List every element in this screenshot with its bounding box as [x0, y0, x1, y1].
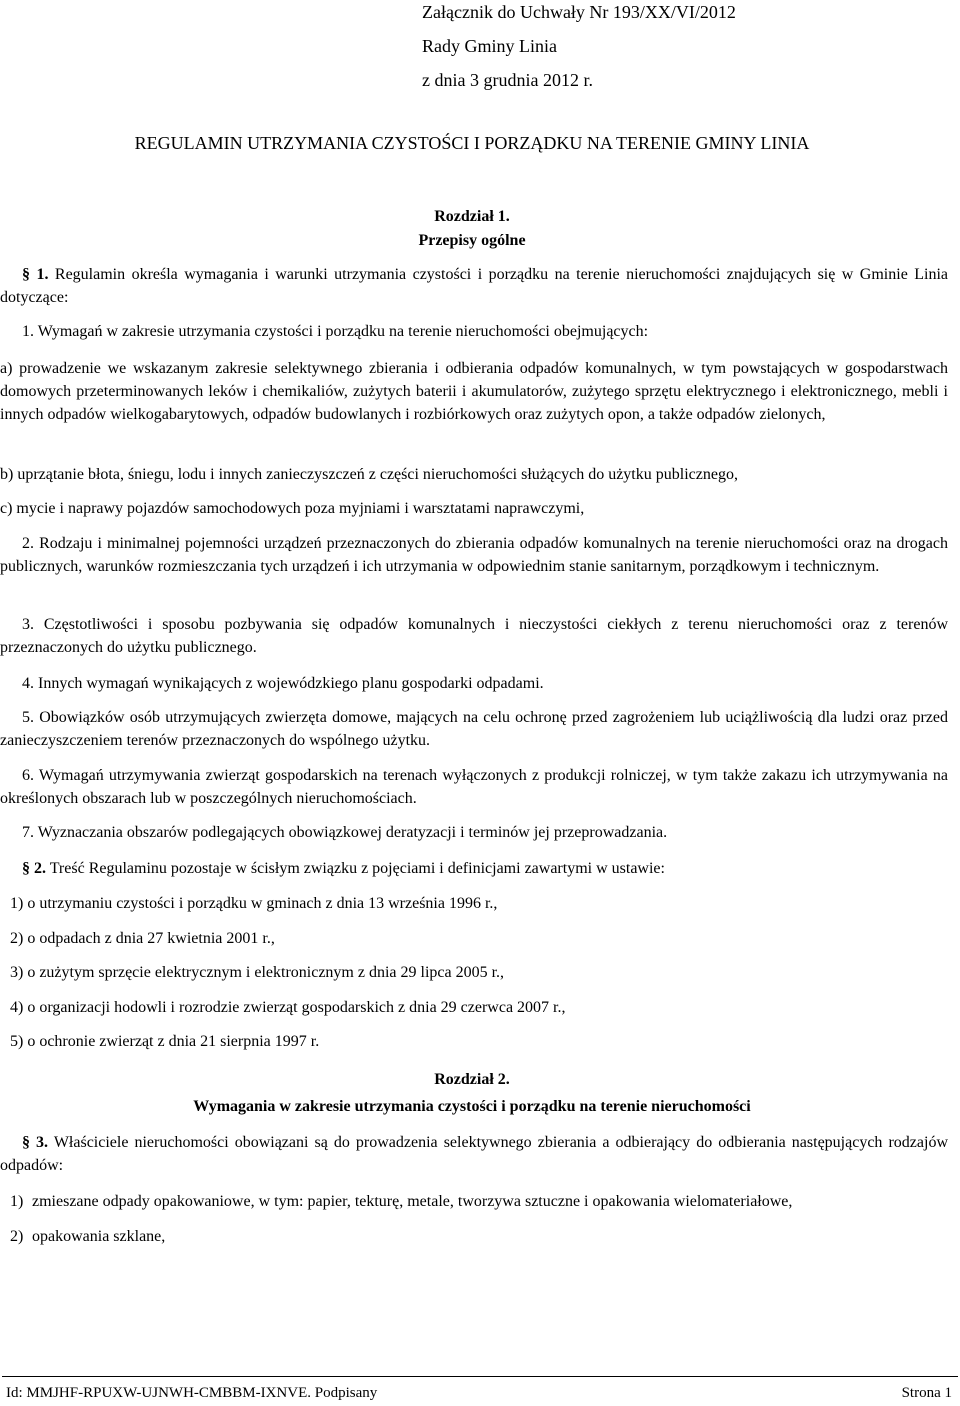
document-title: REGULAMIN UTRZYMANIA CZYSTOŚCI I PORZĄDKU NA TERENIE GMINY LINIA: [134, 133, 810, 153]
paragraph-1-point-6: 6. Wymagań utrzymywania zwierząt gospodarskich na terenach wyłączonych z produkcji rolniczej, w tym także zakazu ich utrzymywania na określonych obszarach lub w poszczególnych nieruchomościach.: [0, 767, 948, 807]
header-line-1: Załącznik do Uchwały Nr 193/XX/VI/2012: [422, 2, 736, 22]
paragraph-2-item-1: 1) o utrzymaniu czystości i porządku w gminach z dnia 13 września 1996 r.,: [10, 895, 498, 912]
chapter-2-label: Rozdział 2.: [434, 1071, 510, 1088]
paragraph-1-number: § 1.: [22, 266, 49, 283]
list-item: [0, 1190, 948, 1213]
document-id: Id: MMJHF-RPUXW-UJNWH-CMBBM-IXNVE. Podpisany: [6, 1385, 378, 1401]
header-line-3: z dnia 3 grudnia 2012 r.: [422, 70, 593, 90]
paragraph-2-item-5: 5) o ochronie zwierząt z dnia 21 sierpnia 1997 r.: [10, 1033, 320, 1050]
paragraph-2-number: § 2.: [22, 860, 46, 877]
paragraph-3-text: Właściciele nieruchomości obowiązani są do prowadzenia selektywnego zbierania a odbierający do odbierania następujących rodzajów odpadów:: [0, 1134, 949, 1174]
paragraph-3-number: § 3.: [22, 1134, 49, 1151]
paragraph-2-item-4: 4) o organizacji hodowli i rozrodzie zwierząt gospodarskich z dnia 29 czerwca 2007 r.,: [10, 999, 566, 1016]
paragraph-1-point-1c: c) mycie i naprawy pojazdów samochodowych poza myjniami i warsztatami naprawczymi,: [0, 500, 585, 517]
paragraph-1-intro: [0, 263, 948, 309]
paragraph-2-text: Treść Regulaminu pozostaje w ścisłym związku z pojęciami i definicjami zawartymi w ustawie:: [49, 860, 665, 877]
paragraph-1-point-1a: a) prowadzenie we wskazanym zakresie selektywnego zbierania i odbierania odpadów komunalnych, w tym powstających w gospodarstwach domowych przeterminowanych leków i chemikaliów, zużytych baterii i akumulatorów, zużytego sprzętu elektrycznego i elektronicznego, mebli i innych odpadów wielkogabarytowych, odpadów budowlanych i rozbiórkowych oraz zużytych opon, a także odpadów zielonych,: [0, 360, 948, 423]
chapter-2-name: Wymagania w zakresie utrzymania czystości i porządku na terenie nieruchomości: [193, 1098, 751, 1115]
paragraph-1-point-5: 5. Obowiązków osób utrzymujących zwierzęta domowe, mających na celu ochronę przed zagrożeniem lub uciążliwością dla ludzi oraz przed zanieczyszczeniem terenów przeznaczonych do wspólnego użytku.: [0, 709, 948, 749]
paragraph-2-item-3: 3) o zużytym sprzęcie elektrycznym i elektronicznym z dnia 29 lipca 2005 r.,: [10, 964, 505, 981]
paragraph-1-point-4: 4. Innych wymagań wynikających z wojewódzkiego planu gospodarki odpadami.: [22, 675, 544, 692]
page-number: Strona 1: [901, 1385, 952, 1401]
list-item: [0, 1225, 948, 1248]
paragraph-3-intro: [0, 1131, 948, 1177]
list-item-text: opakowania szklane,: [32, 1228, 166, 1245]
paragraph-1-point-2: 2. Rodzaju i minimalnej pojemności urządzeń przeznaczonych do zbierania odpadów komunalnych na terenie nieruchomości oraz na drogach publicznych, warunków rozmieszczania tych urządzeń i ich utrzymania w odpowiednim stanie sanitarnym, porządkowym i technicznym.: [0, 535, 948, 575]
header-line-2: Rady Gminy Linia: [422, 36, 557, 56]
paragraph-1-point-1b: b) uprzątanie błota, śniegu, lodu i innych zanieczyszczeń z części nieruchomości służących do użytku publicznego,: [0, 466, 738, 483]
paragraph-3-list: [0, 1190, 948, 1248]
list-item-number: 2): [10, 1228, 24, 1245]
list-item-text: zmieszane odpady opakowaniowe, w tym: papier, tekturę, metale, tworzywa sztuczne i opakowania wielomateriałowe,: [32, 1193, 793, 1210]
chapter-1-label: Rozdział 1.: [434, 208, 510, 225]
chapter-1-name: Przepisy ogólne: [418, 232, 526, 249]
paragraph-1-point-3: 3. Częstotliwości i sposobu pozbywania się odpadów komunalnych i nieczystości ciekłych z terenu nieruchomości oraz z terenów przeznaczonych do użytku publicznego.: [0, 616, 948, 656]
paragraph-2-intro: [0, 857, 948, 880]
footer-divider: [2, 1376, 958, 1377]
paragraph-1-text: Regulamin określa wymagania i warunki utrzymania czystości i porządku na terenie nieruchomości znajdujących się w Gminie Linia dotyczące:: [0, 266, 949, 306]
paragraph-1-point-1: 1. Wymagań w zakresie utrzymania czystości i porządku na terenie nieruchomości obejmujących:: [22, 323, 649, 340]
paragraph-1-point-7: 7. Wyznaczania obszarów podlegających obowiązkowej deratyzacji i terminów jej przeprowadzania.: [22, 824, 668, 841]
paragraph-2-item-2: 2) o odpadach z dnia 27 kwietnia 2001 r.,: [10, 930, 275, 947]
list-item-number: 1): [10, 1193, 24, 1210]
